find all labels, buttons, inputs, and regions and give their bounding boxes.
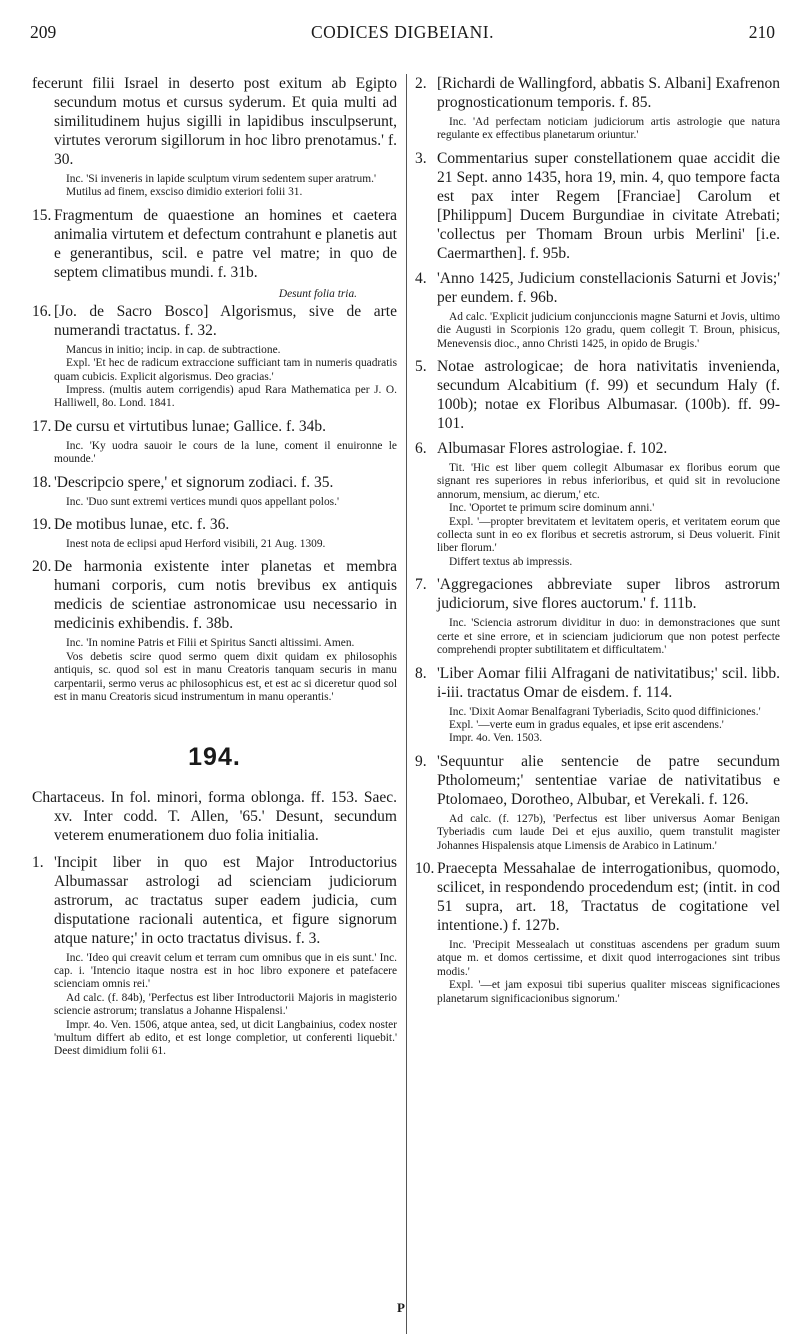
entry-note: Inest nota de eclipsi apud Herford visibili, 21 Aug. 1309. [66,538,326,551]
entry-1 [32,853,397,1059]
entry-note: Inc. 'Ad perfectam noticiam judiciorum artis astrologie que natura regulante ex effectibus planetarum oriuntur.' [437,116,780,142]
entry-17 [32,417,397,467]
left-column [32,74,397,1065]
entry-number: 4. [415,269,427,287]
entry-note: Expl. 'Et hec de radicum extraccione sufficiant tam in numeris quadratis quam cubicis. Explicit algorismus. Deo gracias.' [54,357,397,383]
entry-note: Inc. 'Ideo qui creavit celum et terram cum omnibus que in eis sunt.' Inc. cap. i. 'Intencio itaque nostra est in hoc libro exponere et patefacere scienciam omnis rei.' [54,951,397,991]
entry-main-text: De motibus lunae, etc. f. 36. [54,516,230,534]
codex-description: Chartaceus. In fol. minori, forma oblonga. ff. 153. Saec. xv. Inter codd. T. Allen, '65.' Desunt, secundum veterem enumerationem duo folia initialia. [32,788,397,844]
entry-note: Vos debetis scire quod sermo quem dixit quidam ex philosophis antiquis, sc. quod sol est in manu Creatoris tanquam securis in manu carpentarii, sermo verus ac philosophicus est, et est ac si diceretur quod sol est in manu Creatoris sicud instrumentum in manu operantis.' [54,650,397,704]
entry-number: 10. [415,859,435,877]
entry-note: Inc. 'Ky uodra sauoir le cours de la lune, coment il enuironne le mounde.' [54,439,397,466]
signature-mark: P [397,1300,405,1315]
desunt-note: Desunt folia tria. [278,287,357,300]
entry-note: Ad calc. (f. 127b), 'Perfectus est liber universus Aomar Benigan Tyberiadis cum laude Dei et ejus auxilio, quem transtulit magister Johannes Hispalensis atque Limensis de Arabico in Latinum.' [437,812,780,852]
running-title: CODICES DIGBEIANI. [310,22,495,42]
entry-15 [32,206,397,282]
entry-5 [415,357,780,433]
entry-main-text: De harmonia existente inter planetas et membra humani corporis, cum notis brevibus ex antiquis medicis de scientiae astronomicae usu necessario in medicinis exhibendis. f. 38b. [54,558,397,633]
entry-number: 2. [415,75,427,92]
entry-10 [415,859,780,1006]
page-number-left: 209 [30,22,57,42]
entry-number: 19. [32,516,52,534]
entry-main-text: Notae astrologicae; de hora nativitatis invenienda, secundum Alcabitium (f. 99) et secundum Haly (f. 100b); notae ex Floribus Albumasar. (100b). ff. 99-101. [437,358,780,433]
entry-number: 18. [32,473,52,491]
entry-9 [415,752,780,853]
entry-number: 20. [32,558,52,576]
entry-4 [415,269,780,351]
entry-main-text: Fragmentum de quaestione an homines et caetera animalia virtutem et defectum contrahunt e planetis aut e generantibus, scil. e patre vel matre; in quo de septem climatibus mundi. f. 31b. [54,206,397,281]
entry-main-text: De cursu et virtutibus lunae; Gallice. f. 34b. [54,417,327,435]
entry-main-text: 'Incipit liber in quo est Major Introductorius Albumassar astrologi ad scienciam judiciorum astrorum, ac tractatus super eadem judicia, cum disputatione racionali autentica, et figure signorum atque nature;' in octo tractatus divisus. f. 3. [54,853,397,947]
entry-18 [32,473,397,509]
page-number-right: 210 [748,22,775,42]
entry-main-text: [Richardi de Wallingford, abbatis S. Albani] Exafrenon prognosticationum temporis. f. 85. [437,75,780,111]
entry-note: Mancus in initio; incip. in cap. de subtractione. [66,343,281,356]
entry-main-text: 'Aggregaciones abbreviate super libros astrorum judiciorum, sive flores auctorum.' f. 111b. [437,576,780,613]
entry-3 [415,149,780,263]
entry-note: Impress. (multis autem corrigendis) apud Rara Mathematica per J. O. Halliwell, 8o. Lond. 1841. [54,384,397,410]
entry-8 [415,664,780,746]
entry-note: Ad calc. 'Explicit judicium conjunccionis magne Saturni et Jovis, ultimo die Augusti in Scorpionis 12o gradu, quem collegit T. Broun, phisicus, Menevensis dioc., anno Christi 1425, in opido de Brugis.' [437,310,780,350]
entry-note: Inc. 'Sciencia astrorum dividitur in duo: in demonstraciones que sunt certe et sine errore, et in scienciam judiciorum que non potest perfecte comprehendi propter subtilitatem et difficultatem.' [437,617,780,657]
entry-19 [32,515,397,551]
right-column [415,74,780,1012]
entry-note: Differt textus ab impressis. [449,555,573,568]
entry-note: Inc. 'Precipit Messealach ut constituas ascendens per gradum suum atque m. et domos certissime, et dixit quod interrogaciones sint tribus modis.' [437,938,780,978]
entry-number: 8. [415,664,427,682]
entry-main-text: fecerunt filii Israel in deserto post exitum ab Egipto secundum motus et cursus syderum. Et quia multi ad similitudinem hujus sigilli in lapidibus insculpserunt, virtutes verorum sigillorum in hoc libro prenotamus.' f. 30. [32,75,397,168]
entry-number: 6. [415,440,427,458]
entry-7 [415,575,780,657]
column-divider [406,74,407,1334]
entry-main-text: Albumasar Flores astrologiae. f. 102. [437,440,668,458]
entry-note: Mutilus ad finem, exsciso dimidio exteriori folii 31. [66,186,303,199]
entry-note: Expl. '—propter brevitatem et levitatem operis, et veritatem eorum que collecta sunt in eo ex floribus et secretis astrorum, si Deus voluerit. Finit liber florum.' [437,515,780,555]
entry-note: Inc. 'In nomine Patris et Filii et Spiritus Sancti altissimi. Amen. [66,637,355,650]
entry-number: 9. [415,752,427,770]
page-header [30,22,775,48]
codex-194-block [32,743,397,1059]
entry-6 [415,439,780,569]
entry-note: Expl. '—verte eum in gradus equales, et ipse erit ascendens.' [449,718,724,731]
entry-note: Inc. 'Oportet te primum scire dominum anni.' [449,502,655,515]
entry-note: Tit. 'Hic est liber quem collegit Albumasar ex floribus eorum que signant res superiores in rebus inferioribus, et quid sit in revolucione annorum, mensium, ac dierum,' etc. [437,462,780,501]
codex-number: 194. [188,742,241,771]
entry-note: Inc. 'Si inveneris in lapide sculptum virum sedentem super aratrum.' [66,173,376,185]
entry-number: 1. [32,853,44,871]
entry-number: 16. [32,302,52,320]
entry-16 [32,302,397,411]
entry-continuation [32,74,397,200]
entry-note: Impr. 4o. Ven. 1503. [449,732,543,745]
entry-number: 3. [415,149,427,167]
entry-20 [32,557,397,704]
entry-note: Expl. '—et jam exposui tibi superius qualiter misceas significaciones planetarum significacionibus signorum.' [437,979,780,1005]
entry-main-text: 'Sequuntur alie sentencie de patre secundum Ptholomeum;' sententiae variae de nativitatibus e Ptolomaeo, Dorotheo, Albubar, et Verekali. f. 126. [437,752,780,808]
entry-main-text: 'Liber Aomar filii Alfragani de nativitatibus;' scil. libb. i-iii. tractatus Omar de eisdem. f. 114. [437,664,780,701]
entry-number: 15. [32,206,52,224]
entry-2 [415,74,780,143]
entry-main-text: [Jo. de Sacro Bosco] Algorismus, sive de arte numerandi tractatus. f. 32. [54,302,397,339]
entry-note: Inc. 'Dixit Aomar Benalfagrani Tyberiadis, Scito quod diffiniciones.' [449,705,761,718]
entry-number: 5. [415,358,427,376]
entry-main-text: 'Anno 1425, Judicium constellacionis Saturni et Jovis;' per eundem. f. 96b. [437,269,780,306]
entry-note: Impr. 4o. Ven. 1506, atque antea, sed, ut dicit Langbainius, codex noster 'multum differt ab edito, et est longe completior, ut conferenti liquebit.' Deest dimidium folii 61. [54,1018,397,1058]
entry-number: 17. [32,417,52,435]
entry-main-text: Commentarius super constellationem quae accidit die 21 Sept. anno 1435, hora 19, min. 4, quo tempore facta est pax inter Regem [Franciae] Carolum et [Philippum] Ducem Burgundiae in civitate Atrebati; 'collectus per Thomam Broun urbis Merlini' [i.e. Caermarthen]. f. 95b. [437,149,780,262]
entry-number: 7. [415,576,427,594]
entry-main-text: Praecepta Messahalae de interrogationibus, quomodo, scilicet, in respondendo procedendum est; (intit. in cod 51 supra, art. 18, Tractatus de cogitatione vel intentione.) f. 127b. [437,859,780,934]
entry-note: Ad calc. (f. 84b), 'Perfectus est liber Introductorii Majoris in magisterio sciencie astrorum; translatus a Johanne Hispalensi.' [54,991,397,1018]
entry-note: Inc. 'Duo sunt extremi vertices mundi quos appellant polos.' [66,495,339,508]
entry-main-text: 'Descripcio spere,' et signorum zodiaci. f. 35. [54,473,334,491]
